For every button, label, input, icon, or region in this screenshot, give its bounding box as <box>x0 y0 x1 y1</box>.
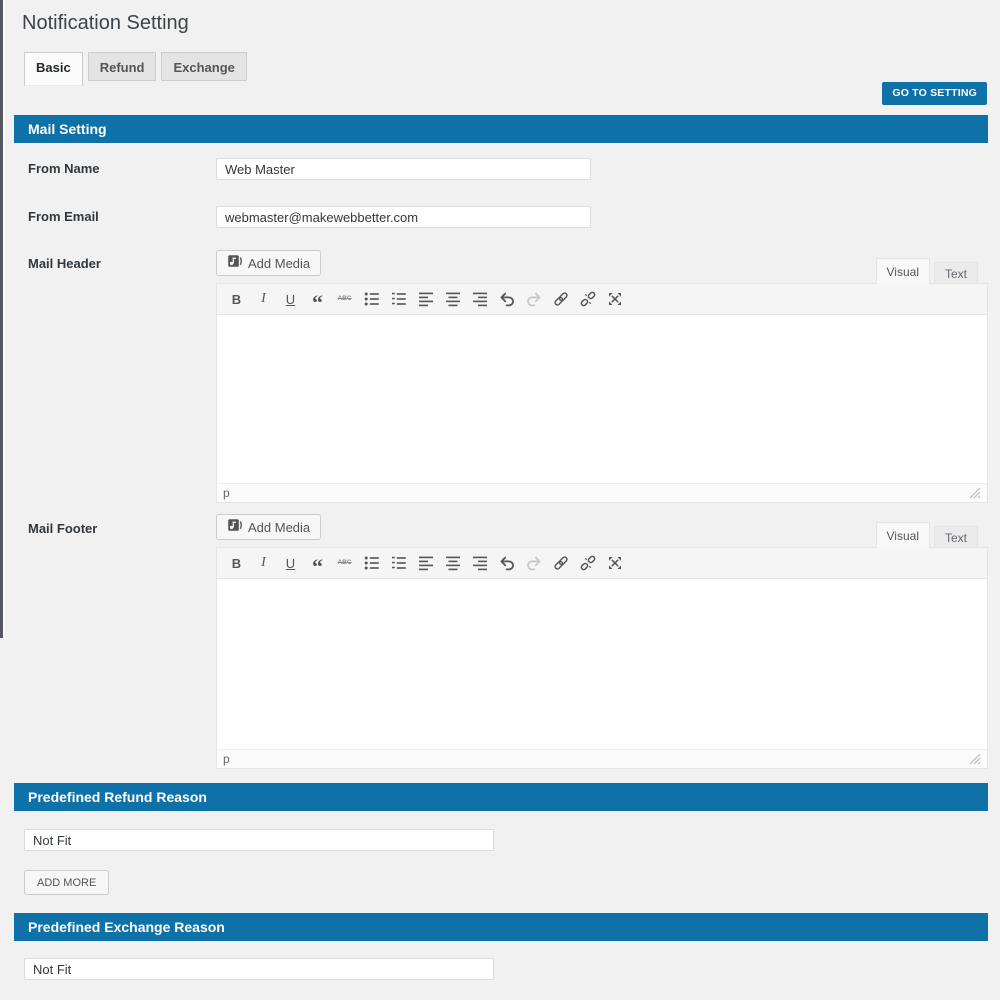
underline-icon[interactable]: U <box>285 291 296 307</box>
add-more-button[interactable]: ADD MORE <box>24 870 109 895</box>
mail-footer-label: Mail Footer <box>28 521 98 536</box>
exchange-reason-input[interactable] <box>24 958 494 980</box>
text-tab-button[interactable]: Text <box>934 526 978 548</box>
align-left-icon[interactable] <box>414 287 438 311</box>
mail-header-label: Mail Header <box>28 256 101 271</box>
element-path[interactable]: p <box>223 486 230 500</box>
editor-toolbar <box>217 284 987 315</box>
refund-reason-input[interactable] <box>24 829 494 851</box>
media-icon <box>227 254 243 273</box>
strikethrough-icon[interactable]: ABC <box>337 294 352 302</box>
strikethrough-icon[interactable]: ABC <box>337 558 352 566</box>
unlink-icon[interactable] <box>576 551 600 575</box>
editor-status-bar <box>217 483 987 502</box>
tab-basic[interactable]: Basic <box>24 52 83 86</box>
numbered-list-icon[interactable] <box>387 287 411 311</box>
refund-reason-header: Predefined Refund Reason <box>14 783 988 811</box>
italic-icon[interactable]: I <box>261 555 266 570</box>
redo-icon[interactable] <box>522 551 546 575</box>
tab-exchange[interactable]: Exchange <box>161 52 246 81</box>
italic-icon[interactable]: I <box>261 291 266 306</box>
visual-tab-button[interactable]: Visual <box>876 258 930 284</box>
undo-icon[interactable] <box>495 551 519 575</box>
go-to-setting-button[interactable]: GO TO SETTING <box>882 82 987 105</box>
align-center-icon[interactable] <box>441 287 465 311</box>
bulleted-list-icon[interactable] <box>360 551 384 575</box>
undo-icon[interactable] <box>495 287 519 311</box>
align-center-icon[interactable] <box>441 551 465 575</box>
fullscreen-icon[interactable] <box>603 287 627 311</box>
from-name-input[interactable] <box>216 158 591 180</box>
underline-icon[interactable]: U <box>285 555 296 571</box>
fullscreen-icon[interactable] <box>603 551 627 575</box>
from-email-input[interactable] <box>216 206 591 228</box>
bold-icon[interactable]: B <box>231 555 242 571</box>
bold-icon[interactable]: B <box>231 291 242 307</box>
numbered-list-icon[interactable] <box>387 551 411 575</box>
blockquote-icon[interactable]: “ <box>312 290 323 315</box>
align-right-icon[interactable] <box>468 287 492 311</box>
link-icon[interactable] <box>549 287 573 311</box>
mail-setting-header: Mail Setting <box>14 115 988 143</box>
redo-icon[interactable] <box>522 287 546 311</box>
editor-frame <box>216 547 988 769</box>
exchange-reason-header: Predefined Exchange Reason <box>14 913 988 941</box>
resize-grabber-icon[interactable] <box>969 487 981 499</box>
from-name-label: From Name <box>28 161 100 176</box>
page-title: Notification Setting <box>22 12 189 34</box>
add-media-label: Add Media <box>248 255 311 271</box>
resize-grabber-icon[interactable] <box>969 753 981 765</box>
mail-header-content-area[interactable] <box>217 315 987 483</box>
tab-bar <box>24 52 252 86</box>
unlink-icon[interactable] <box>576 287 600 311</box>
element-path[interactable]: p <box>223 752 230 766</box>
bulleted-list-icon[interactable] <box>360 287 384 311</box>
visual-tab-button[interactable]: Visual <box>876 522 930 548</box>
media-icon <box>227 518 243 537</box>
mail-footer-content-area[interactable] <box>217 579 987 749</box>
add-media-label: Add Media <box>248 519 311 535</box>
editor-frame <box>216 283 988 503</box>
tab-refund[interactable]: Refund <box>88 52 157 81</box>
editor-status-bar <box>217 749 987 768</box>
add-media-button[interactable] <box>216 514 321 540</box>
align-right-icon[interactable] <box>468 551 492 575</box>
admin-menu-divider <box>3 0 5 638</box>
text-tab-button[interactable]: Text <box>934 262 978 284</box>
from-email-label: From Email <box>28 209 99 224</box>
add-media-button[interactable] <box>216 250 321 276</box>
align-left-icon[interactable] <box>414 551 438 575</box>
editor-mode-switch <box>872 522 978 548</box>
editor-mode-switch <box>872 258 978 284</box>
link-icon[interactable] <box>549 551 573 575</box>
editor-toolbar <box>217 548 987 579</box>
blockquote-icon[interactable]: “ <box>312 554 323 579</box>
